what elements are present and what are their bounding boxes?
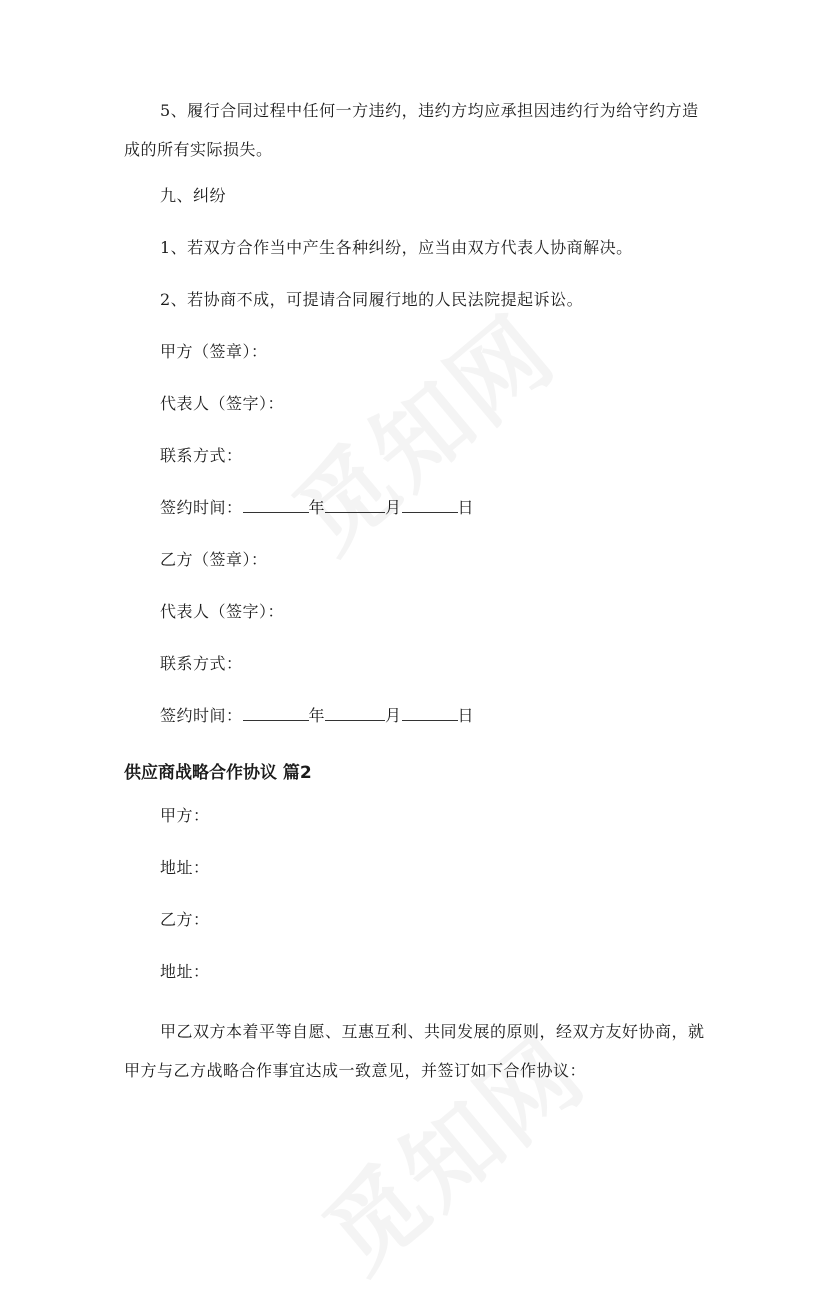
party-b-contact-label: 联系方式： <box>160 654 243 673</box>
party-a-rep-label: 代表人（签字）： <box>160 394 285 413</box>
year-label: 年 <box>308 498 326 517</box>
year-label: 年 <box>308 706 326 725</box>
party-a-address-label: 地址： <box>160 858 210 877</box>
clause-5: 5、履行合同过程中任何一方违约，违约方均应承担因违约行为给守约方造成的所有实际损失。 <box>124 101 699 159</box>
sign-date-label: 签约时间： <box>160 498 243 517</box>
sign-date-label: 签约时间： <box>160 706 243 725</box>
section-heading: 供应商战略合作协议 篇2 <box>124 763 312 783</box>
month-label: 月 <box>385 706 402 725</box>
dispute-title: 九、纠纷 <box>160 186 227 205</box>
agreement-intro: 甲乙双方本着平等自愿、互惠互利、共同发展的原则，经双方友好协商，就甲方与乙方战略合作事宜达成一致意见，并签订如下合作协议： <box>124 1022 705 1080</box>
month-label: 月 <box>385 498 402 517</box>
party-b-seal-label: 乙方（签章）： <box>160 550 268 569</box>
day-blank[interactable] <box>402 498 458 513</box>
party-b-sign-date <box>160 706 474 726</box>
dispute-clause-1: 1、若双方合作当中产生各种纠纷，应当由双方代表人协商解决。 <box>160 238 633 257</box>
party-a-seal-label: 甲方（签章）： <box>160 342 268 361</box>
dispute-clause-2: 2、若协商不成，可提请合同履行地的人民法院提起诉讼。 <box>160 290 584 309</box>
month-blank[interactable] <box>325 498 385 513</box>
year-blank[interactable] <box>243 706 309 721</box>
watermark-top <box>261 280 579 578</box>
party-b-address-label: 地址： <box>160 962 210 981</box>
party-a-label: 甲方： <box>160 806 210 825</box>
month-blank[interactable] <box>325 706 385 721</box>
party-b-label: 乙方： <box>160 910 210 929</box>
day-blank[interactable] <box>402 706 458 721</box>
party-a-sign-date <box>160 498 474 518</box>
day-label: 日 <box>457 498 475 517</box>
year-blank[interactable] <box>243 498 309 513</box>
day-label: 日 <box>457 706 475 725</box>
party-a-contact-label: 联系方式： <box>160 446 243 465</box>
party-b-rep-label: 代表人（签字）： <box>160 602 285 621</box>
